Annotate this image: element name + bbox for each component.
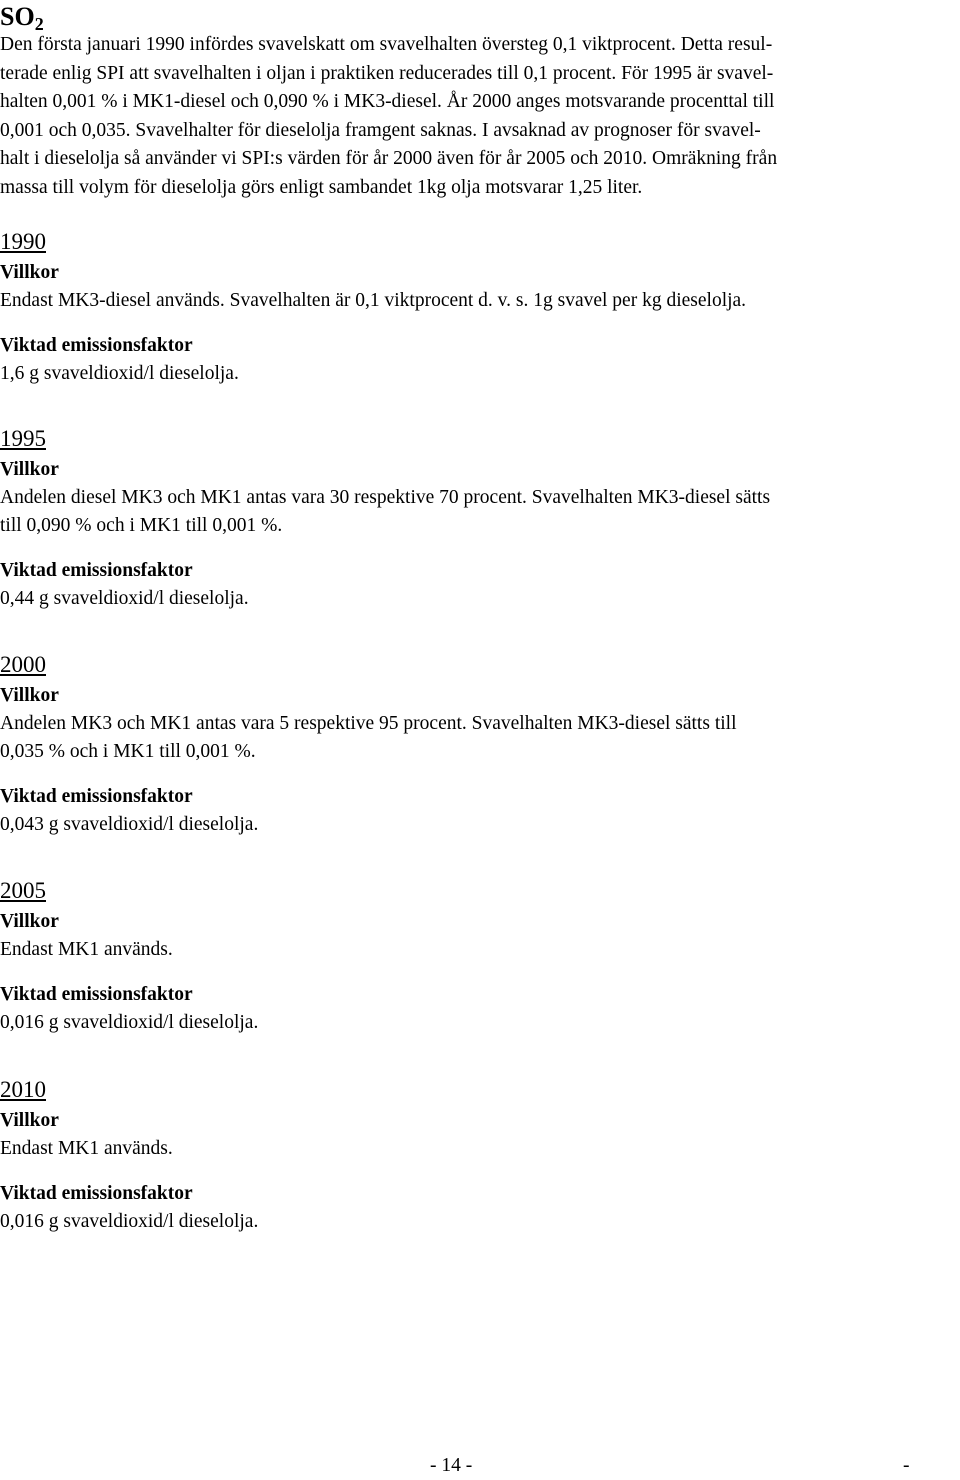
year-section-2010 — [0, 1075, 958, 1236]
villkor-text: Endast MK3-diesel används. Svavelhalten är 0,1 viktprocent d. v. s. 1g svavel per kg dieselolja. — [0, 290, 747, 311]
factor-text: 0,44 g svaveldioxid/l dieselolja. — [0, 588, 249, 609]
year-section-2000 — [0, 650, 958, 839]
intro-line: Den första januari 1990 infördes svavelskatt om svavelhalten översteg 0,1 viktprocent. Detta resul- — [0, 34, 773, 55]
factor-label: Viktad emissionsfaktor — [0, 560, 193, 581]
intro-line: massa till volym för dieselolja görs enligt sambandet 1kg olja motsvarar 1,25 liter. — [0, 176, 643, 198]
villkor-label: Villkor — [0, 1110, 59, 1131]
factor-label: Viktad emissionsfaktor — [0, 1183, 193, 1204]
villkor-text: Andelen MK3 och MK1 antas vara 5 respektive 95 procent. Svavelhalten MK3-diesel sätts till — [0, 713, 737, 734]
page-footer-dash: - — [903, 1455, 910, 1476]
factor-text: 0,016 g svaveldioxid/l dieselolja. — [0, 1211, 259, 1232]
villkor-text: Endast MK1 används. — [0, 1138, 173, 1159]
villkor-label: Villkor — [0, 262, 59, 283]
intro-line: terade enlig SPI att svavelhalten i oljan i praktiken reducerades till 0,1 procent. För 1995 är svavel- — [0, 62, 774, 84]
villkor-text: Endast MK1 används. — [0, 939, 173, 960]
factor-text: 0,016 g svaveldioxid/l dieselolja. — [0, 1012, 259, 1033]
year-heading: 1995 — [0, 426, 46, 451]
intro-line: halten 0,001 % i MK1-diesel och 0,090 % i MK3-diesel. År 2000 anges motsvarande procenttal till — [0, 91, 775, 112]
intro-line: halt i dieselolja så använder vi SPI:s värden för år 2000 även för år 2005 och 2010. Omräkning från — [0, 148, 778, 169]
villkor-text: 0,035 % och i MK1 till 0,001 %. — [0, 741, 256, 762]
page-number: - 14 - — [430, 1455, 473, 1476]
factor-text: 0,043 g svaveldioxid/l dieselolja. — [0, 814, 259, 835]
year-heading: 2005 — [0, 878, 46, 903]
heading-subscript: 2 — [34, 14, 44, 34]
villkor-text: Andelen diesel MK3 och MK1 antas vara 30 respektive 70 procent. Svavelhalten MK3-diesel sätts — [0, 487, 771, 508]
villkor-label: Villkor — [0, 911, 59, 932]
year-heading: 1990 — [0, 229, 46, 254]
year-section-1990 — [0, 227, 958, 388]
villkor-text: till 0,090 % och i MK1 till 0,001 %. — [0, 515, 283, 536]
heading-main: SO — [0, 2, 35, 31]
villkor-label: Villkor — [0, 459, 59, 480]
year-section-2005 — [0, 876, 958, 1037]
villkor-label: Villkor — [0, 685, 59, 706]
factor-text: 1,6 g svaveldioxid/l dieselolja. — [0, 363, 239, 384]
intro-paragraph — [0, 31, 958, 202]
year-section-1995 — [0, 424, 958, 613]
factor-label: Viktad emissionsfaktor — [0, 786, 193, 807]
year-heading: 2000 — [0, 652, 46, 677]
factor-label: Viktad emissionsfaktor — [0, 984, 193, 1005]
year-heading: 2010 — [0, 1077, 46, 1102]
factor-label: Viktad emissionsfaktor — [0, 335, 193, 356]
intro-line: 0,001 och 0,035. Svavelhalter för dieselolja framgent saknas. I avsaknad av prognoser för svavel- — [0, 119, 761, 141]
